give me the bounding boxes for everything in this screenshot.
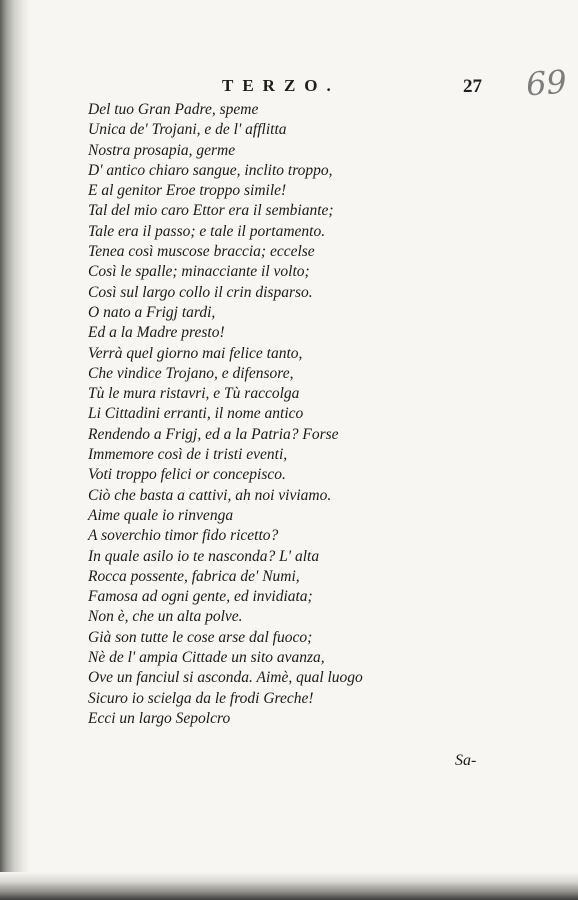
verse-line: Nè de l' ampia Cittade un sito avanza,: [88, 649, 325, 667]
verse-line: Non è, che un alta polve.: [88, 608, 243, 626]
verse-text: [88, 100, 478, 729]
verse-line: Ciò che basta a cattivi, ah noi viviamo.: [88, 486, 332, 504]
verse-line: D' antico chiaro sangue, inclito troppo,: [88, 161, 333, 179]
verse-line: O nato a Frigj tardi,: [88, 303, 216, 321]
page-gutter-shadow: [0, 0, 30, 900]
verse-line: Così le spalle; minacciante il volto;: [88, 263, 310, 281]
verse-line: Ed a la Madre presto!: [88, 324, 225, 342]
verse-line: Così sul largo collo il crin disparso.: [88, 283, 313, 301]
verse-line: Ove un fanciul si asconda. Aimè, qual luogo: [88, 669, 363, 687]
page-header: [0, 62, 578, 104]
handwritten-folio-number: 69: [524, 62, 568, 104]
verse-line: Già son tutte le cose arse dal fuoco;: [88, 628, 313, 646]
verse-line: Del tuo Gran Padre, speme: [88, 101, 259, 118]
verse-line: Rocca possente, fabrica de' Numi,: [88, 567, 300, 585]
verse-line: Famosa ad ogni gente, ed invidiata;: [88, 588, 313, 606]
verse-line: Tù le mura ristavri, e Tù raccolga: [88, 385, 300, 403]
verse-line: Immemore così de i tristi eventi,: [88, 446, 288, 464]
verse-line: Unica de' Trojani, e de l' afflitta: [88, 121, 287, 139]
running-head: TERZO.: [222, 76, 340, 95]
verse-line: In quale asilo io te nasconda? L' alta: [88, 547, 320, 565]
verse-line: A soverchio timor fido ricetto?: [88, 527, 279, 545]
verse-line: Tale era il passo; e tale il portamento.: [88, 222, 326, 240]
verse-line: Aime quale io rinvenga: [88, 506, 234, 524]
verse-line: Rendendo a Frigj, ed a la Patria? Forse: [88, 425, 339, 443]
verse-line: E al genitor Eroe troppo simile!: [88, 182, 287, 200]
verse-line: Sicuro io scielga da le frodi Greche!: [88, 689, 314, 707]
verse-line: Nostra prosapia, germe: [88, 141, 236, 159]
verse-line: Verrà quel giorno mai felice tanto,: [88, 344, 303, 362]
page-bottom-edge-shadow: [0, 872, 578, 900]
verse-line: Ecci un largo Sepolcro: [88, 709, 231, 727]
catchword: Sa-: [455, 752, 477, 769]
verse-line: Voti troppo felici or concepisco.: [88, 466, 286, 484]
verse-line: Tal del mio caro Ettor era il sembiante;: [88, 202, 334, 220]
verse-line: Che vindice Trojano, e difensore,: [88, 364, 294, 382]
verse-line: Tenea così muscose braccia; eccelse: [88, 243, 315, 261]
verse-line: Li Cittadini erranti, il nome antico: [88, 405, 304, 423]
page-number: 27: [463, 76, 482, 97]
